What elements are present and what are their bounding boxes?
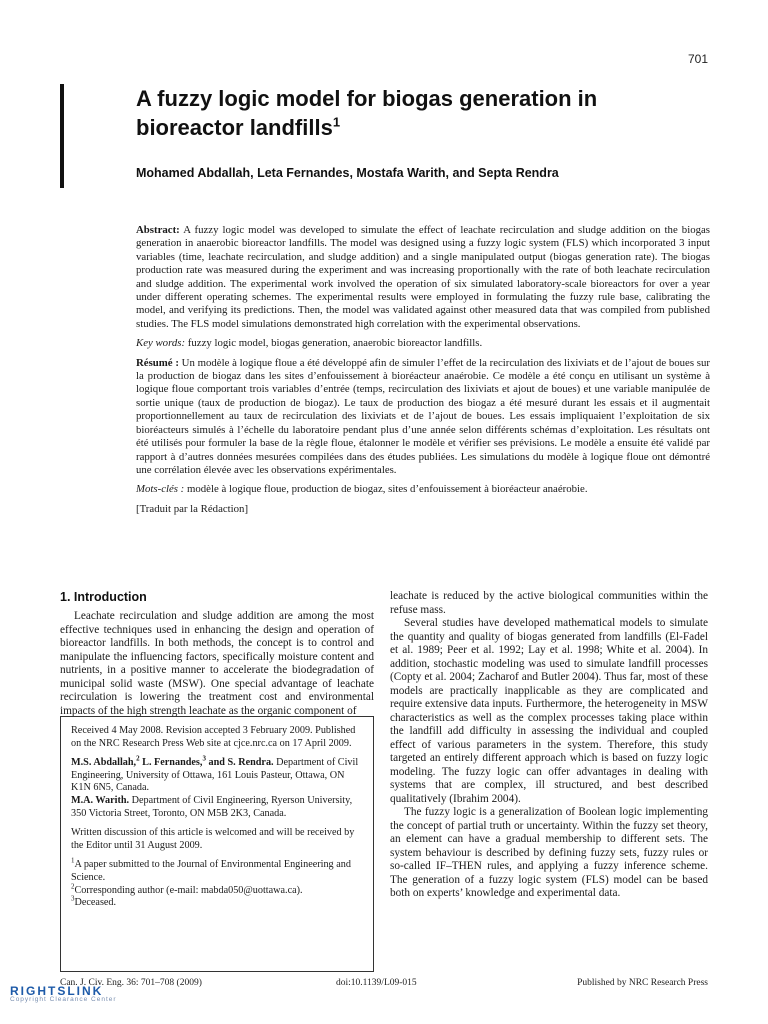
intro-paragraph-continued: leachate is reduced by the active biological communities within the refuse mass.	[390, 590, 708, 616]
left-column	[60, 590, 374, 718]
affiliation-ottawa-text: Department of Civil Engineering, University of Ottawa, 161 Louis Pasteur, Ottawa, ON K1N 6N5, Canada.	[71, 757, 359, 794]
intro-paragraph-left: Leachate recirculation and sludge addition are among the most effective techniques used in enhancing the design and operation of bioreactor landfills. In both methods, the concept is to control and manipulate the influencing factors, specifically moisture content and nutrients, in a positive manner to accelerate the biodegradation of municipal solid waste (MSW). One special advantage of leachate recirculation is lowering the treatment cost and environmental impacts of the high strength leachate as the organic component of	[60, 610, 374, 717]
footnote-1-marker: 1	[71, 856, 75, 865]
footnote-3-marker: 3	[71, 894, 75, 903]
intro-paragraph-fuzzy-logic: The fuzzy logic is a generalization of Boolean logic implementing the concept of partial truth or uncertainty. Within the fuzzy set theory, an element can have a gradual membership to different sets. The system behaviour is described by defining fuzzy sets, fuzzy rules or so-called IF–THEN rules, and applying a fuzzy inference scheme. The generation of a fuzzy logic system (FLS) model can be based both on experts’ knowledge and experimental data.	[390, 806, 708, 899]
affiliation-ottawa	[71, 754, 363, 795]
publisher: Published by NRC Research Press	[577, 978, 708, 988]
section-heading-introduction: 1. Introduction	[60, 590, 147, 604]
footnote-3	[71, 894, 363, 910]
footnote-2-text: Corresponding author (e-mail: mabda050@uottawa.ca).	[74, 884, 303, 896]
author-warith: M.A. Warith.	[71, 794, 130, 806]
author-list: Mohamed Abdallah, Leta Fernandes, Mostafa Warith, and Septa Rendra	[136, 166, 559, 180]
footnote-1	[71, 856, 363, 884]
intro-paragraph-previous-studies: Several studies have developed mathematical models to simulate the quantity and quality of biogas generated from landfills (El-Fadel et al. 1989; Peer et al. 1992; Lay et al. 1998; White et al. 2004). In addition, stochastic modeling was used to simulate landfill processes (Copty et al. 2004; Zacharof and Butler 2004). Thus far, most of these models are practically inapplicable as they are complicated and require extensive data inputs. Furthermore, the heterogeneity in MSW characteristics as well as the complex processes taking place within the landfill add difficulty in assessing the individual and coupled effect of various parameters in the system. Therefore, this study targeted an entirely different approach which is based on fuzzy logic modeling. The fuzzy logic can offer advantages in dealing with systems that are complex, ill structured, and best described qualitatively (Ibrahim 2004).	[390, 617, 708, 805]
keywords-paragraph	[136, 337, 710, 350]
resume-label: Résumé :	[136, 356, 179, 369]
title-footnote-marker: 1	[332, 114, 341, 130]
footnote-3-text: Deceased.	[74, 897, 117, 909]
footnote-2	[71, 882, 363, 898]
resume-text: Un modèle à logique floue a été développé afin de simuler l’effet de la recirculation des lixiviats et de l’ajout de boues sur la production de biogaz dans les sites d’enfouissement à bioréacteur anaérobie. Ce modèle a été conçu en utilisant un système à logique floue comportant trois variables d’entrée (temps, recirculation des lixiviats et ajout de boues) et une variable manipulée de sortie unique (taux de production de biogaz). Le taux de production des biogaz a été mesuré durant les essais et il augmentait proportionnellement au taux de recirculation des lixiviats et de l’ajout de boues. Les essais impliquaient l’exploitation de six bioréacteurs simulés à l’échelle du laboratoire pendant plus d’une année selon différents schémas d’exploitation. Les résultats ont été utilisés pour formuler la base de la règle floue, étalonner le modèle et vérifier ses prévisions. Le modèle a ensuite été validé par rapport à d’autres données mesurées compilées dans des études publiées. Les simulations du modèle à logique floue ont démontré une corrélation élevée avec les observations expérimentales.	[136, 356, 710, 476]
rightslink-logo-subtitle: Copyright Clearance Center	[10, 996, 117, 1003]
motscles-text: modèle à logique floue, production de biogaz, sites d’enfouissement à bioréacteur anaérobie.	[184, 483, 588, 496]
keywords-label: Key words:	[136, 337, 186, 350]
received-dates: Received 4 May 2008. Revision accepted 3 February 2009. Published on the NRC Research Press Web site at cjce.nrc.ca on 17 April 2009.	[71, 725, 356, 749]
resume-paragraph	[136, 357, 710, 478]
author-fernandes: L. Fernandes,	[139, 757, 203, 769]
footnote-marker-3: 3	[202, 754, 206, 763]
keywords-text: fuzzy logic model, biogas generation, anaerobic bioreactor landfills.	[185, 337, 483, 350]
motscles-paragraph	[136, 483, 710, 496]
right-column	[390, 590, 708, 901]
title-accent-bar	[60, 84, 64, 188]
journal-citation: Can. J. Civ. Eng. 36: 701–708 (2009)	[60, 978, 202, 988]
footnote-box	[60, 716, 374, 972]
doi: doi:10.1139/L09-015	[336, 978, 417, 988]
translation-note: [Traduit par la Rédaction]	[136, 502, 249, 515]
abstract-text: A fuzzy logic model was developed to simulate the effect of leachate recirculation and sludge addition on the biogas generation in anaerobic bioreactor landfills. The model was designed using a fuzzy logic system (FLS) which incorporated 3 input variables (time, leachate recirculation, and sludge addition) and a single manipulated output (biogas generation rate). The biogas production rate was measured during the experiment and was increasing proportionally with the rate of both leachate recirculation and sludge addition. The experimental work involved the operation of six simulated laboratory-scale bioreactors for over a year under different operating schemes. The experimental results were employed in formulating the fuzzy rule base, calibrating the model, and verifying its predictions. Then, the model was validated against other measured data that was compiled from published studies. The FLS model simulations demonstrated high correlation with the experimental observations.	[136, 224, 710, 330]
rightslink-logo[interactable]	[10, 984, 140, 1010]
paper-title-text: A fuzzy logic model for biogas generation in bioreactor landfills	[136, 86, 598, 140]
page-number: 701	[687, 52, 708, 66]
affiliation-ryerson-text: Department of Civil Engineering, Ryerson University, 350 Victoria Street, Toronto, ON M5B 2K3, Canada.	[71, 794, 353, 819]
affiliation-ryerson	[71, 795, 363, 820]
motscles-label: Mots-clés :	[136, 483, 185, 496]
affiliation-names	[71, 754, 274, 769]
abstract-paragraph	[136, 224, 710, 331]
footnote-2-marker: 2	[71, 882, 75, 891]
author-rendra: and S. Rendra.	[205, 757, 274, 769]
rightslink-logo-text: RIGHTSLINK	[10, 984, 104, 998]
paper-title	[136, 84, 696, 142]
abstract-block	[136, 224, 710, 522]
abstract-label: Abstract:	[136, 224, 180, 236]
discussion-note: Written discussion of this article is welcomed and will be received by the Editor until 31 August 2009.	[71, 827, 355, 851]
footnote-1-text: A paper submitted to the Journal of Environmental Engineering and Science.	[71, 859, 351, 883]
footnote-marker-2: 2	[136, 754, 140, 763]
author-abdallah: M.S. Abdallah,	[71, 757, 137, 769]
